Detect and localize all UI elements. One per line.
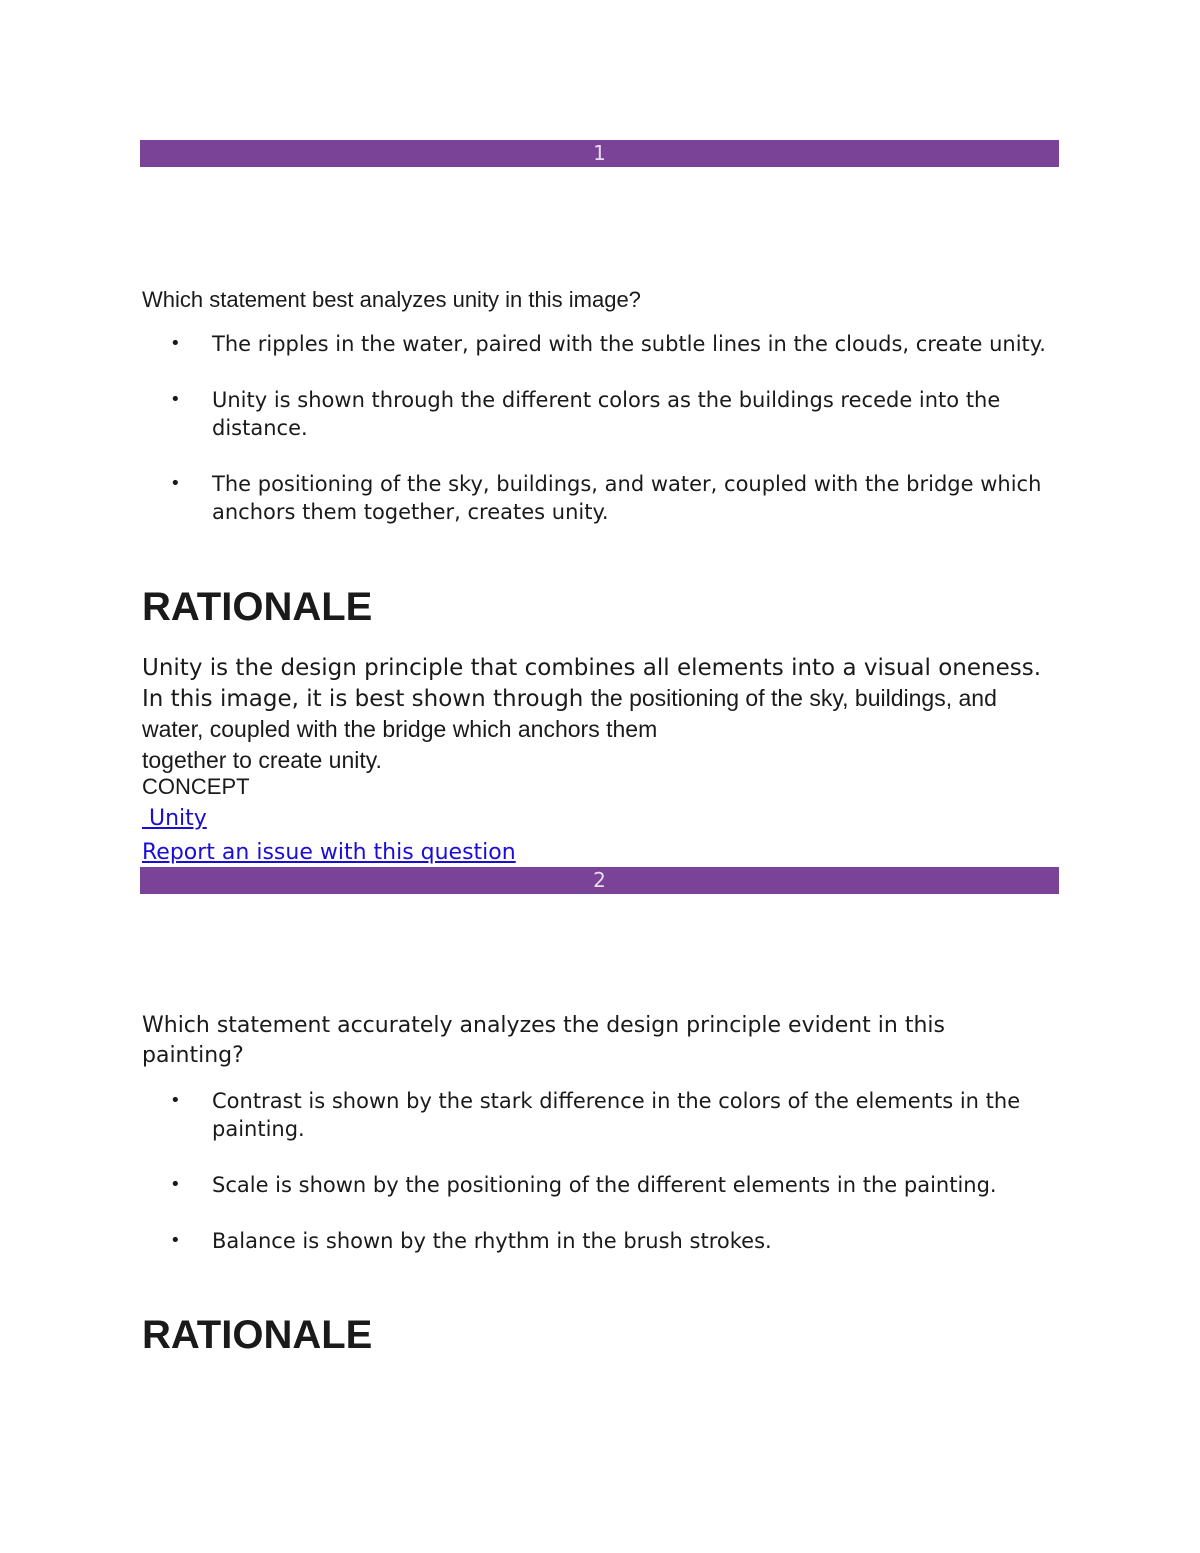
rationale-heading: RATIONALE (142, 1313, 373, 1357)
report-issue-link[interactable]: Report an issue with this question (142, 840, 516, 865)
answer-option-text: Scale is shown by the positioning of the different elements in the painting. (212, 1173, 997, 1197)
answer-option[interactable] (170, 1227, 1060, 1255)
question-number: 1 (593, 141, 606, 165)
answer-option[interactable] (170, 470, 1060, 526)
bullet-icon: • (170, 389, 181, 410)
bullet-icon: • (170, 473, 181, 494)
answer-option-text: The ripples in the water, paired with the subtle lines in the clouds, create unity. (212, 332, 1046, 356)
question-prompt: Which statement best analyzes unity in this image? (142, 287, 641, 312)
answer-option-text: Balance is shown by the rhythm in the brush strokes. (212, 1229, 772, 1253)
concept-label: CONCEPT (142, 774, 250, 799)
rationale-text-part: together to create unity. (142, 747, 382, 773)
answer-option[interactable] (170, 330, 1060, 358)
answer-options (170, 1087, 1060, 1255)
answer-option-text: The positioning of the sky, buildings, and water, coupled with the bridge which anchors them together, creates unity. (212, 472, 1042, 524)
bullet-icon: • (170, 333, 181, 354)
rationale-heading: RATIONALE (142, 585, 373, 629)
question-prompt: Which statement accurately analyzes the design principle evident in this painting? (142, 1013, 945, 1068)
question-number: 2 (593, 868, 606, 892)
rationale-text (142, 653, 1062, 776)
rationale-text-part: the positioning of the sky, buildings, and water, coupled with the bridge which anchors them (142, 685, 997, 742)
answer-option[interactable] (170, 386, 1060, 442)
answer-option[interactable] (170, 1087, 1060, 1143)
bullet-icon: • (170, 1090, 181, 1111)
bullet-icon: • (170, 1174, 181, 1195)
answer-option-text: Unity is shown through the different colors as the buildings recede into the distance. (212, 388, 1001, 440)
answer-option-text: Contrast is shown by the stark difference in the colors of the elements in the painting. (212, 1089, 1021, 1141)
answer-option[interactable] (170, 1171, 1060, 1199)
bullet-icon: • (170, 1230, 181, 1251)
rationale-text-part: Unity is the design principle that combines all elements into a visual oneness. In this image, it is best shown through (142, 655, 1042, 712)
question-number-bar (140, 140, 1059, 167)
answer-options (170, 330, 1060, 526)
question-number-bar (140, 867, 1059, 894)
concept-link[interactable]: Unity (142, 806, 207, 831)
